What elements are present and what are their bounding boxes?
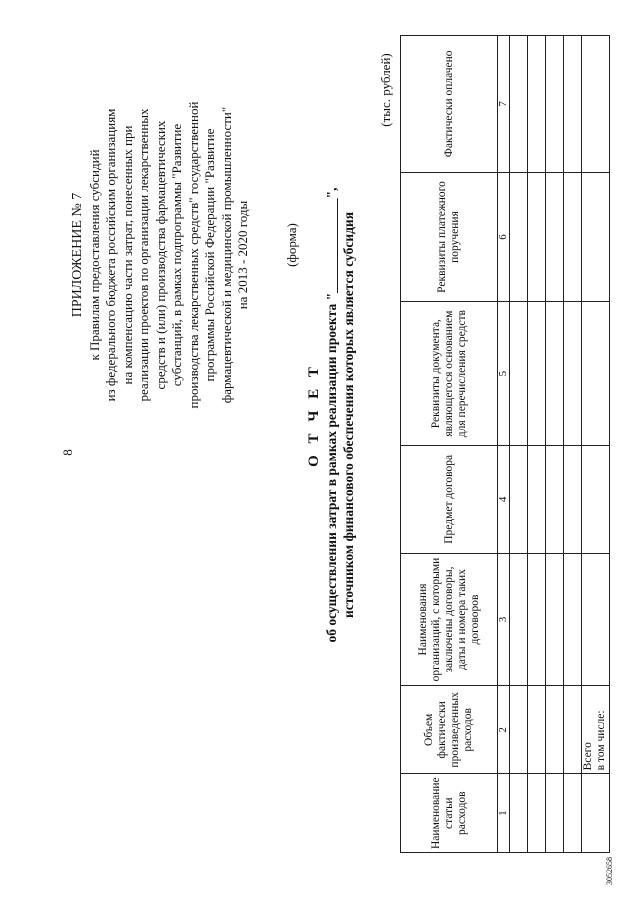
table-total-row (582, 36, 610, 853)
appendix-line: средств и (или) производства фармацевтических (152, 120, 168, 390)
table-cell (528, 172, 546, 302)
table-cell (582, 553, 610, 686)
table-cell (582, 302, 610, 446)
table-cell (546, 553, 564, 686)
table-cell (528, 445, 546, 553)
column-number: 5 (498, 302, 510, 446)
form-label: (форма) (284, 223, 299, 267)
appendix-line: на компенсацию части затрат, понесенных при (119, 125, 135, 385)
including-label: в том числе: (595, 710, 607, 771)
table-cell (510, 302, 528, 446)
report-title: О Т Ч Е Т (306, 363, 322, 467)
column-number: 7 (498, 36, 510, 173)
table-cell (528, 774, 546, 853)
report-table (400, 35, 610, 853)
appendix-line: к Правилам предоставления субсидий (86, 149, 102, 361)
table-cell (582, 172, 610, 302)
table-cell (564, 172, 582, 302)
table-row (546, 36, 564, 853)
table-cell (510, 172, 528, 302)
table-cell (528, 553, 546, 686)
table-cell (546, 302, 564, 446)
column-number: 3 (498, 553, 510, 686)
table-cell (510, 774, 528, 853)
report-subtitle-line1: об осуществлении затрат в рамках реализации проекта "______________", (324, 187, 339, 643)
column-number: 4 (498, 445, 510, 553)
appendix-title: ПРИЛОЖЕНИЕ № 7 (70, 192, 85, 318)
page-number: 8 (60, 449, 75, 456)
table-cell (564, 553, 582, 686)
appendix-line: фармацевтической и медицинской промышленности" (218, 106, 234, 404)
appendix-block (70, 45, 252, 465)
document-id: 3052658 (605, 857, 614, 885)
column-number: 6 (498, 172, 510, 302)
table-cell (582, 36, 610, 173)
table-cell (510, 553, 528, 686)
appendix-line: из федерального бюджета российским организациям (103, 108, 118, 402)
table-cell (528, 686, 546, 774)
header-cell: Фактически оплачено (401, 36, 498, 173)
table-cell (546, 445, 564, 553)
report-heading (306, 35, 357, 795)
appendix-line: на 2013 - 2020 годы (235, 200, 250, 310)
table-row (528, 36, 546, 853)
column-number: 2 (498, 686, 510, 774)
table-cell (510, 36, 528, 173)
table-cell (546, 686, 564, 774)
total-label-cell (582, 686, 610, 774)
appendix-line: реализации проектов по организации лекарственных (136, 108, 151, 402)
table-cell (582, 445, 610, 553)
header-cell: Реквизиты документа, являющегося основанием для перечисления средств (401, 302, 498, 446)
table-row (510, 36, 528, 853)
table-cell (564, 36, 582, 173)
appendix-line: программы Российской Федерации "Развитие (202, 128, 217, 382)
table-row (564, 36, 582, 853)
report-subtitle-line2: источником финансового обеспечения которых является субсидия (341, 211, 356, 619)
table-cell (510, 686, 528, 774)
table-cell (564, 302, 582, 446)
table-cell (546, 774, 564, 853)
header-cell: Объем фактически произведенных расходов (401, 686, 498, 774)
table-number-row (498, 36, 510, 853)
appendix-line: производства лекарственных средств" государственной (185, 101, 201, 409)
header-cell: Наименование статьи расходов (401, 774, 498, 853)
table-cell (510, 445, 528, 553)
header-cell: Реквизиты платежного поручения (401, 172, 498, 302)
units-label: (тыс. рублей) (378, 53, 393, 127)
appendix-line: субстанций, в рамках подпрограммы "Развитие (169, 123, 184, 387)
header-cell: Наименования организаций, с которыми заключены договоры, даты и номера таких договоров (401, 553, 498, 686)
table-cell (528, 302, 546, 446)
table-header-row (401, 36, 498, 853)
table-cell (564, 774, 582, 853)
table-cell (564, 445, 582, 553)
column-number: 1 (498, 774, 510, 853)
header-cell: Предмет договора (401, 445, 498, 553)
table-cell (546, 172, 564, 302)
table-cell (564, 686, 582, 774)
table-cell (546, 36, 564, 173)
table-cell (528, 36, 546, 173)
total-label: Всего (582, 742, 594, 771)
